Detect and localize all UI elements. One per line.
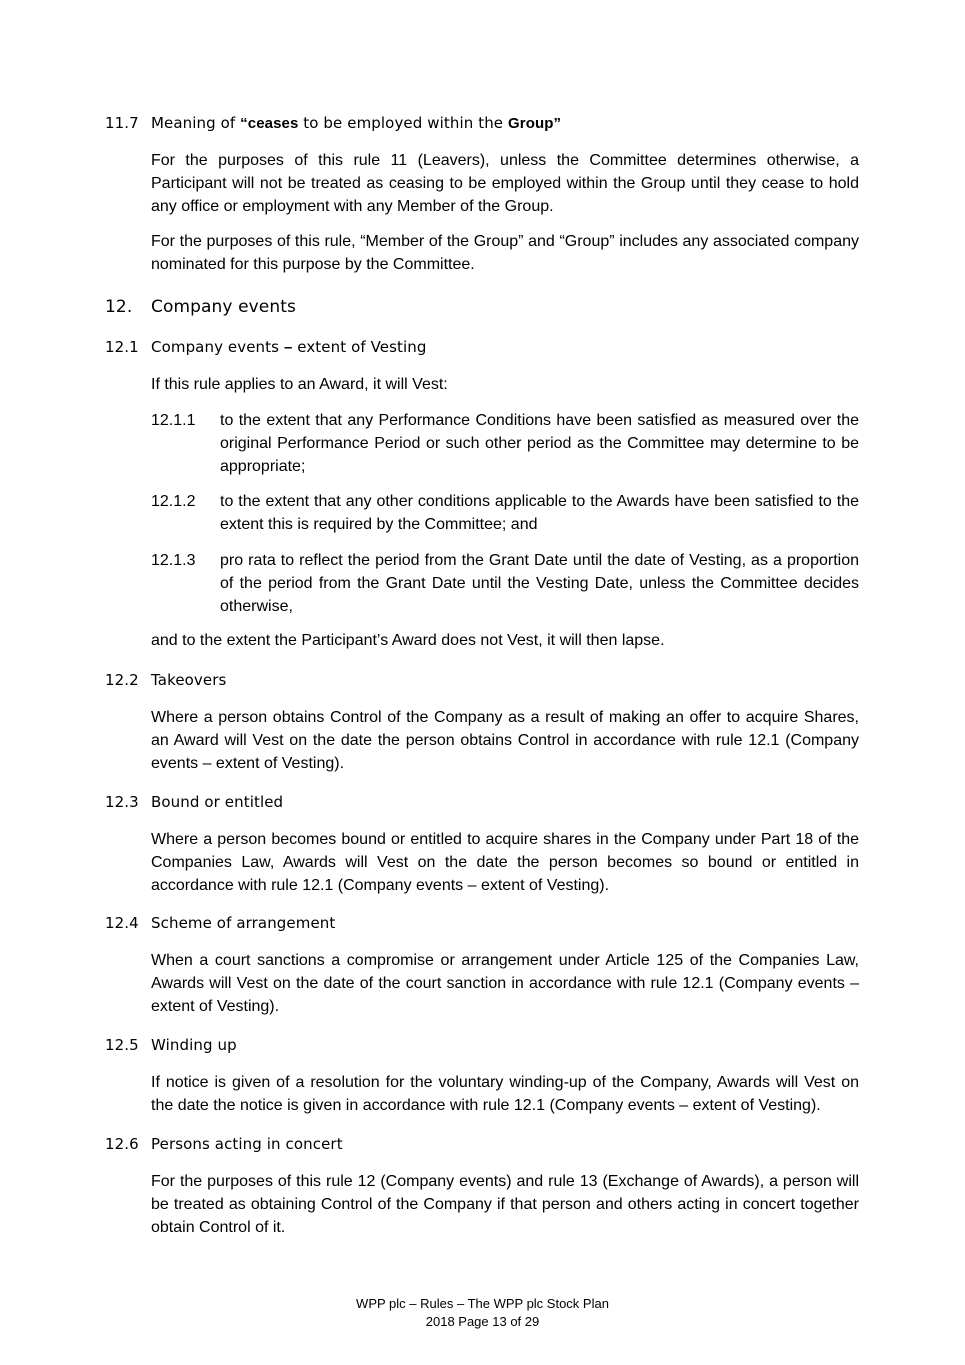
heading-bold-text: Group” [508,115,562,132]
heading-text: to be employed within the [298,114,509,132]
heading-text: Takeovers [151,671,227,689]
heading-text: Persons acting in concert [151,1135,343,1153]
footer-title: WPP plc – Rules – The WPP plc Stock Plan [356,1296,609,1311]
section-12-2-heading [105,670,226,690]
section-12-4-paragraph: When a court sanctions a compromise or arrangement under Article 125 of the Companies Law, Awards will Vest on the date of the court sanction in accordance with rule 12.1 (Company events – extent of Vesting). [151,952,859,1015]
footer-page-number: 2018 Page 13 of 29 [425,1314,540,1329]
list-item-text: pro rata to reflect the period from the Grant Date until the date of Vesting, as a proportion of the period from the Grant Date until the Vesting Date, unless the Committee decides otherwise, [220,552,859,615]
section-number: 12.2 [105,671,139,689]
heading-text: Company events [151,297,296,317]
section-12-1-intro: If this rule applies to an Award, it will Vest: [151,376,448,393]
section-12-1-outro: and to the extent the Participant’s Award does not Vest, it will then lapse. [151,632,665,649]
section-number: 12.5 [105,1036,139,1054]
section-12-heading [105,297,296,317]
section-number: 12. [105,297,133,317]
section-12-6-paragraph: For the purposes of this rule 12 (Company events) and rule 13 (Exchange of Awards), a person will be treated as obtaining Control of the Company if that person and others acting in concert together obtain Control of it. [151,1173,859,1236]
section-12-5-heading [105,1035,237,1055]
list-item-number: 12.1.2 [151,493,196,510]
section-11-7-heading [105,113,561,134]
list-item-number: 12.1.1 [151,412,196,429]
heading-text: Winding up [151,1036,237,1054]
list-item-number: 12.1.3 [151,552,196,569]
section-11-7-paragraph-1: For the purposes of this rule 11 (Leavers), unless the Committee determines otherwise, a Participant will not be treated as ceasing to be employed within the Group until they cease to hold any office or employment with any Member of the Group. [151,152,859,215]
heading-bold-text: “ceases [240,115,299,132]
heading-text: Company events [151,338,284,356]
section-number: 12.1 [105,338,139,356]
section-12-3-heading [105,792,283,812]
section-number: 11.7 [105,114,139,132]
section-12-4-heading [105,913,335,933]
heading-text: Meaning of [151,114,241,132]
section-number: 12.6 [105,1135,139,1153]
section-12-2-paragraph: Where a person obtains Control of the Company as a result of making an offer to acquire Shares, an Award will Vest on the date the person obtains Control in accordance with rule 12.1 (Company events – extent of Vesting). [151,709,859,772]
list-item-text: to the extent that any Performance Conditions have been satisfied as measured over the original Performance Period or such other period as the Committee may determine to be appropriate; [220,412,859,475]
heading-text: Scheme of arrangement [151,914,336,932]
list-item-text: to the extent that any other conditions applicable to the Awards have been satisfied to the extent this is required by the Committee; and [220,493,859,533]
heading-text: extent of Vesting [292,338,427,356]
section-12-5-paragraph: If notice is given of a resolution for the voluntary winding-up of the Company, Awards will Vest on the date the notice is given in accordance with rule 12.1 (Company events – extent of Vesting). [151,1074,859,1114]
section-number: 12.4 [105,914,139,932]
heading-dash: – [283,339,293,356]
section-12-6-heading [105,1134,343,1154]
section-11-7-paragraph-2: For the purposes of this rule, “Member of the Group” and “Group” includes any associated company nominated for this purpose by the Committee. [151,233,859,273]
section-12-1-heading [105,337,427,358]
section-number: 12.3 [105,793,139,811]
section-12-3-paragraph: Where a person becomes bound or entitled to acquire shares in the Company under Part 18 of the Companies Law, Awards will Vest on the date the person becomes so bound or entitled in accordance with rule 12.1 (Company events – extent of Vesting). [151,831,859,894]
heading-text: Bound or entitled [151,793,284,811]
